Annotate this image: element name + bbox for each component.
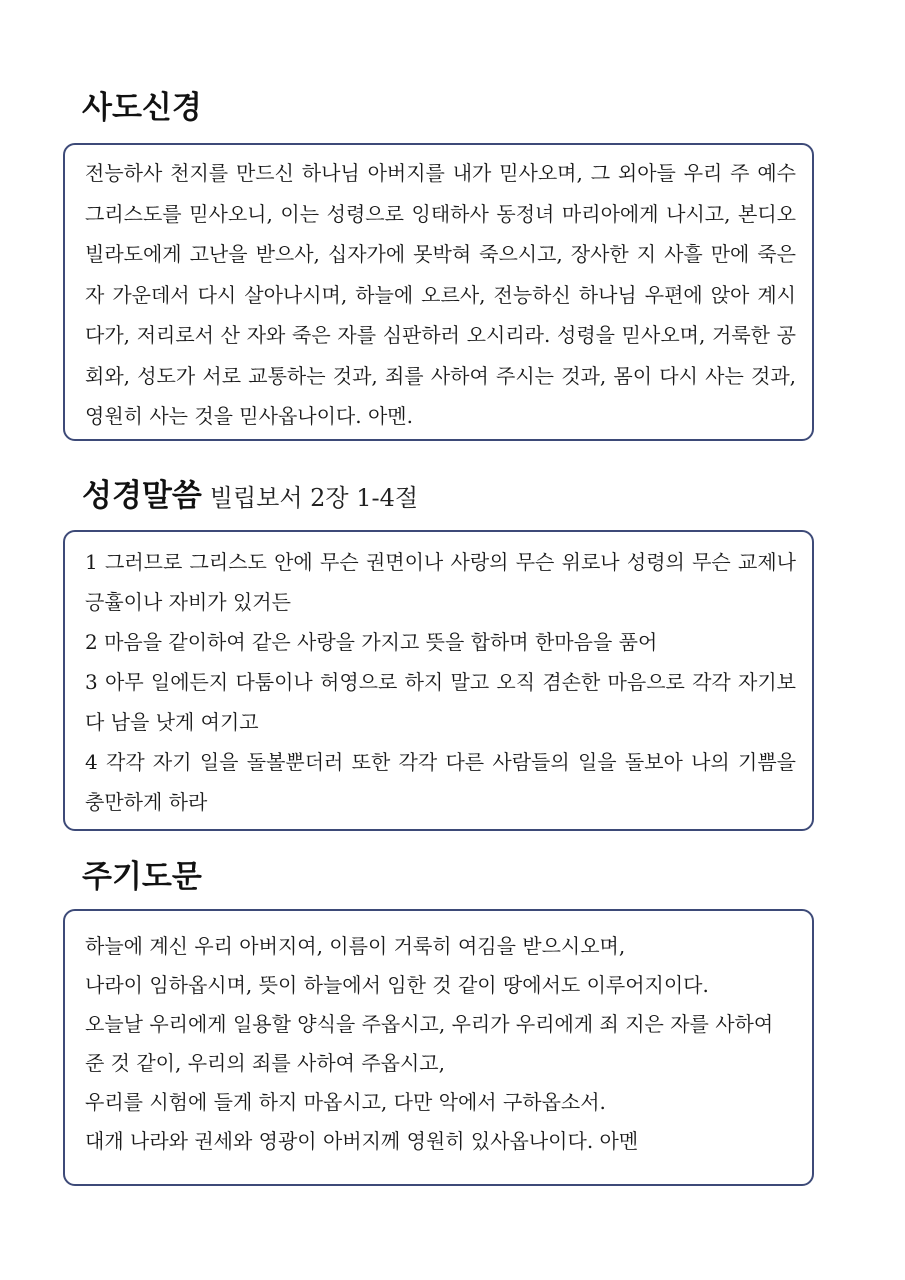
verse-1: 1 그러므로 그리스도 안에 무슨 권면이나 사랑의 무슨 위로나 성령의 무슨 교제나 긍휼이나 자비가 있거든 [85,550,796,614]
verse-4: 4 각각 자기 일을 돌볼뿐더러 또한 각각 다른 사람들의 일을 돌보아 나의 기쁨을 충만하게 하라 [85,750,796,814]
scripture-heading [82,476,418,518]
creed-title: 사도신경 [82,90,202,126]
prayer-line: 하늘에 계신 우리 아버지여, 이름이 거룩히 여김을 받으시오며, [85,934,626,958]
verse-3: 3 아무 일에든지 다툼이나 허영으로 하지 말고 오직 겸손한 마음으로 각각 자기보다 남을 낫게 여기고 [85,670,796,734]
prayer-line: 우리를 시험에 들게 하지 마옵시고, 다만 악에서 구하옵소서. [85,1090,606,1114]
prayer-line: 대개 나라와 권세와 영광이 아버지께 영원히 있사옵나이다. 아멘 [85,1129,639,1153]
verse-2: 2 마음을 같이하여 같은 사랑을 가지고 뜻을 합하며 한마음을 품어 [85,630,658,654]
prayer-title: 주기도문 [82,859,202,895]
prayer-line: 준 것 같이, 우리의 죄를 사하여 주옵시고, [85,1051,445,1075]
prayer-line: 오늘날 우리에게 일용할 양식을 주옵시고, 우리가 우리에게 죄 지은 자를 사하여 [85,1012,774,1036]
creed-box [63,143,814,441]
scripture-box [63,530,814,831]
scripture-title: 성경말씀 [82,478,202,514]
prayer-box [63,909,814,1186]
prayer-line: 나라이 임하옵시며, 뜻이 하늘에서 임한 것 같이 땅에서도 이루어지이다. [85,973,709,997]
creed-text: 전능하사 천지를 만드신 하나님 아버지를 내가 믿사오며, 그 외아들 우리 주 예수 그리스도를 믿사오니, 이는 성령으로 잉태하사 동정녀 마리아에게 나시고, 본디오 빌라도에게 고난을 받으사, 십자가에 못박혀 죽으시고, 장사한 지 사흘 만에 죽은 자 가운데서 다시 살아나시며, 하늘에 오르사, 전능하신 하나님 우편에 앉아 계시다가, 저리로서 산 자와 죽은 자를 심판하러 오시리라. 성령을 믿사오며, 거룩한 공회와, 성도가 서로 교통하는 것과, 죄를 사하여 주시는 것과, 몸이 다시 사는 것과, 영원히 사는 것을 믿사옵나이다. 아멘. [85,161,796,428]
scripture-reference: 빌립보서 2장 1-4절 [209,484,419,512]
